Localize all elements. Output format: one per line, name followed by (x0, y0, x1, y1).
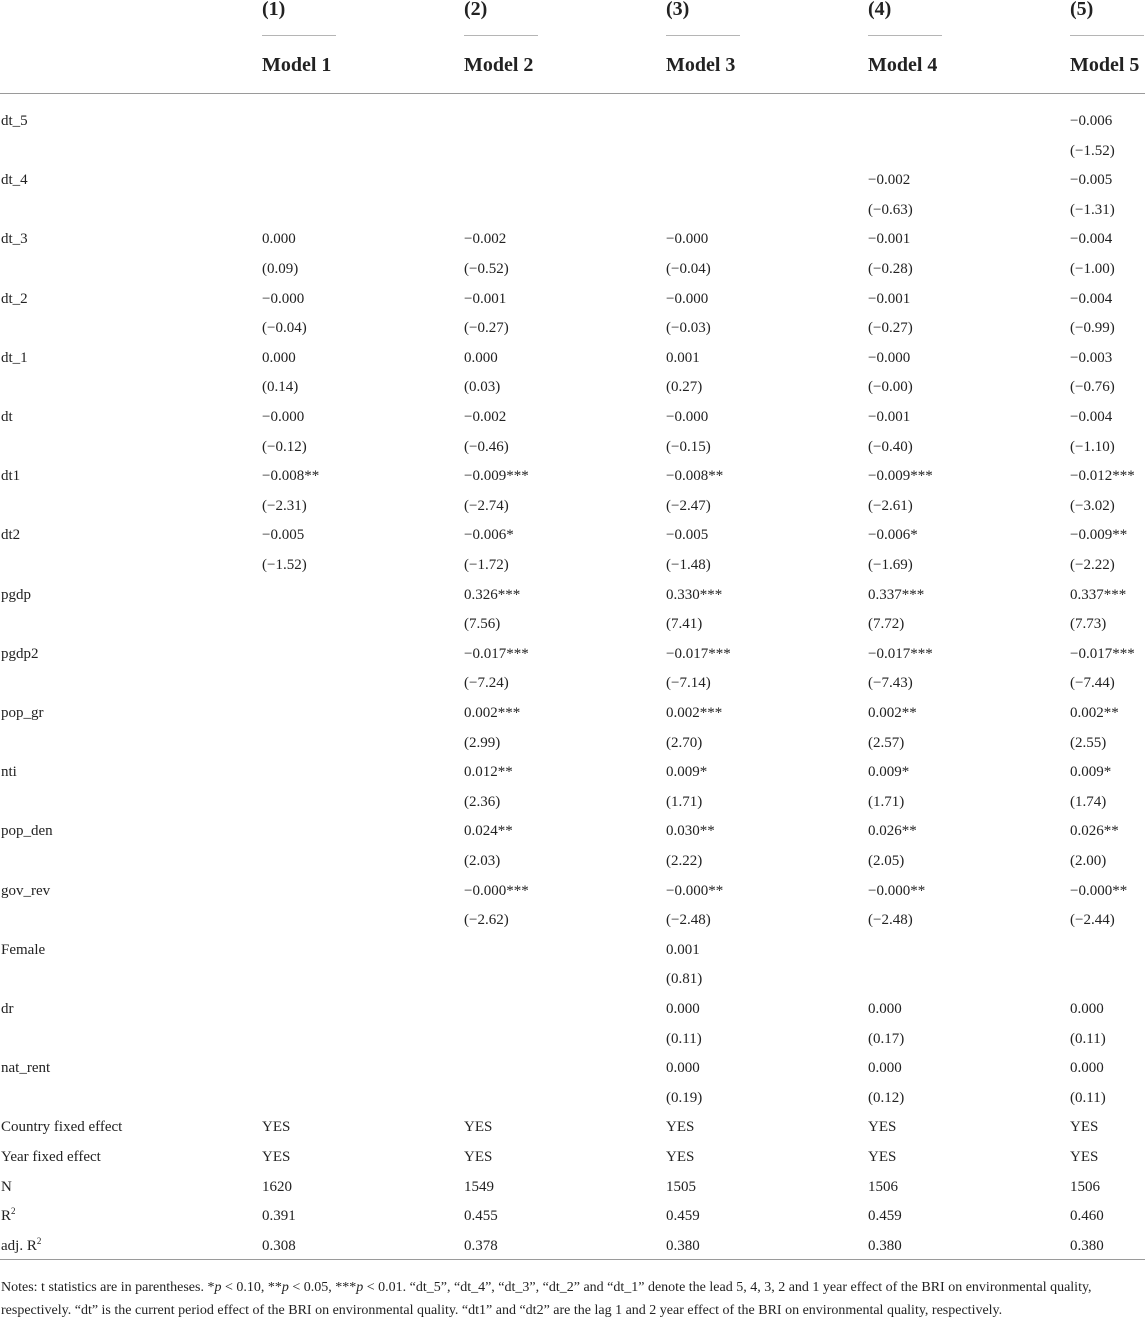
table-cell: −0.000 (868, 350, 911, 366)
header-divider (868, 35, 942, 36)
table-row (0, 372, 1145, 402)
table-cell: −0.000*** (464, 883, 529, 899)
table-row (0, 1024, 1145, 1054)
header-divider (666, 35, 740, 36)
table-cell: −0.001 (868, 291, 911, 307)
table-cell: 0.308 (262, 1238, 296, 1254)
table-cell: YES (262, 1119, 291, 1135)
table-cell: 0.459 (868, 1208, 902, 1224)
table-cell: 0.026** (1070, 823, 1119, 839)
table-cell: (−0.12) (262, 439, 307, 455)
table-cell: 0.009* (1070, 764, 1112, 780)
row-label: dr (1, 1001, 14, 1017)
table-cell: 0.000 (868, 1060, 902, 1076)
table-cell: (2.00) (1070, 853, 1107, 869)
table-cell: 1505 (666, 1179, 696, 1195)
header-divider (262, 35, 336, 36)
table-cell: (0.19) (666, 1090, 703, 1106)
table-cell: (−0.04) (666, 261, 711, 277)
table-cell: 0.000 (464, 350, 498, 366)
column-model-title: Model 1 (262, 54, 332, 76)
table-cell: (−1.48) (666, 557, 711, 573)
column-model-title: Model 5 (1070, 54, 1140, 76)
table-row (0, 520, 1145, 550)
table-row (0, 816, 1145, 846)
table-cell: (0.11) (1070, 1090, 1106, 1106)
table-cell: 0.000 (1070, 1060, 1104, 1076)
table-cell: (0.27) (666, 379, 703, 395)
table-cell: (−1.31) (1070, 202, 1115, 218)
table-cell: 1549 (464, 1179, 494, 1195)
table-row (0, 136, 1145, 166)
column-model-title: Model 4 (868, 54, 938, 76)
table-bottom-rule (0, 1259, 1145, 1260)
table-cell: (−0.52) (464, 261, 509, 277)
table-cell: (2.57) (868, 735, 905, 751)
table-cell: (7.73) (1070, 616, 1107, 632)
table-row (0, 668, 1145, 698)
table-cell: −0.000** (868, 883, 926, 899)
table-cell: YES (868, 1119, 897, 1135)
table-cell: −0.009** (1070, 527, 1128, 543)
table-cell: (−7.14) (666, 675, 711, 691)
row-label: adj. $R^2$ (1, 1236, 42, 1254)
row-label: pgdp (1, 587, 31, 603)
table-cell: 0.026** (868, 823, 917, 839)
table-row (0, 1083, 1145, 1113)
table-cell: (2.05) (868, 853, 905, 869)
table-row (0, 639, 1145, 669)
table-cell: (0.14) (262, 379, 299, 395)
table-row (0, 609, 1145, 639)
table-notes: Notes: t statistics are in parentheses. *p < 0.10, **p < 0.05, ***p < 0.01. “dt_5”, “dt_4”, “dt_3”, “dt_2” and “dt_1” denote the lead 5, 4, 3, 2 and 1 year effect of the BRI on environmental quality, respectively. “dt” is the current period effect of the BRI on environmental quality. “dt1” and “dt2” are the lag 1 and 2 year effect of the BRI on environmental quality, respectively. (1, 1280, 1092, 1318)
table-row (0, 698, 1145, 728)
column-number: (4) (868, 0, 892, 20)
table-cell: 0.391 (262, 1208, 296, 1224)
table-cell: −0.017*** (868, 646, 933, 662)
table-cell: −0.000 (262, 409, 305, 425)
table-cell: (0.17) (868, 1031, 905, 1047)
table-cell: 0.002*** (666, 705, 723, 721)
row-label: pop_gr (1, 705, 44, 721)
table-cell: 0.009* (868, 764, 910, 780)
row-label: dt_1 (1, 350, 28, 366)
table-cell: (2.99) (464, 735, 501, 751)
table-cell: 0.380 (868, 1238, 902, 1254)
table-cell: (−1.00) (1070, 261, 1115, 277)
row-label: dt_3 (1, 231, 28, 247)
table-cell: 0.380 (666, 1238, 700, 1254)
table-row (0, 165, 1145, 195)
table-row (0, 964, 1145, 994)
table-cell: 0.002** (1070, 705, 1119, 721)
row-label: dt_4 (1, 172, 28, 188)
row-label: nti (1, 764, 17, 780)
table-row (0, 994, 1145, 1024)
column-number: (2) (464, 0, 488, 20)
table-cell: (−2.48) (666, 912, 711, 928)
table-row (0, 254, 1145, 284)
table-row (0, 905, 1145, 935)
table-cell: (2.55) (1070, 735, 1107, 751)
table-cell: (−0.00) (868, 379, 913, 395)
row-label: dt (1, 409, 13, 425)
table-row (0, 491, 1145, 521)
table-row (0, 284, 1145, 314)
row-label: gov_rev (1, 883, 51, 899)
row-label: nat_rent (1, 1060, 51, 1076)
table-cell: −0.005 (262, 527, 305, 543)
table-cell: (−0.63) (868, 202, 913, 218)
table-cell: (−1.52) (262, 557, 307, 573)
table-row (0, 580, 1145, 610)
table-cell: 0.000 (666, 1060, 700, 1076)
table-row (0, 343, 1145, 373)
table-cell: (−3.02) (1070, 498, 1115, 514)
table-cell: 0.460 (1070, 1208, 1104, 1224)
table-cell: (−2.48) (868, 912, 913, 928)
table-cell: YES (666, 1119, 695, 1135)
table-top-rule (0, 93, 1145, 94)
table-cell: (−0.27) (464, 320, 509, 336)
table-cell: 0.455 (464, 1208, 498, 1224)
table-cell: (1.71) (666, 794, 703, 810)
table-cell: YES (464, 1119, 493, 1135)
table-cell: 0.000 (262, 350, 296, 366)
table-row (0, 432, 1145, 462)
column-model-title: Model 2 (464, 54, 534, 76)
table-cell: −0.004 (1070, 409, 1113, 425)
table-row (0, 461, 1145, 491)
table-row (0, 402, 1145, 432)
table-row (0, 846, 1145, 876)
table-cell: YES (1070, 1149, 1099, 1165)
table-cell: (0.12) (868, 1090, 905, 1106)
table-row (0, 1112, 1145, 1142)
table-cell: (−2.47) (666, 498, 711, 514)
table-cell: 1506 (868, 1179, 898, 1195)
table-row (0, 1231, 1145, 1261)
row-label: Country fixed effect (1, 1119, 123, 1135)
table-cell: (−2.44) (1070, 912, 1115, 928)
table-cell: (−7.43) (868, 675, 913, 691)
table-row (0, 313, 1145, 343)
table-row (0, 935, 1145, 965)
table-cell: −0.009*** (464, 468, 529, 484)
table-cell: −0.008** (666, 468, 724, 484)
table-cell: −0.000 (666, 291, 709, 307)
row-label: pgdp2 (1, 646, 39, 662)
table-cell: YES (1070, 1119, 1099, 1135)
table-cell: (−1.10) (1070, 439, 1115, 455)
table-cell: 0.000 (262, 231, 296, 247)
table-cell: (2.36) (464, 794, 501, 810)
table-cell: 1506 (1070, 1179, 1100, 1195)
table-cell: (−0.76) (1070, 379, 1115, 395)
table-cell: (0.03) (464, 379, 501, 395)
table-cell: −0.000 (666, 409, 709, 425)
table-cell: (0.11) (666, 1031, 702, 1047)
table-cell: −0.006* (464, 527, 514, 543)
table-cell: (7.56) (464, 616, 501, 632)
table-cell: (−0.15) (666, 439, 711, 455)
table-cell: 0.000 (666, 1001, 700, 1017)
table-cell: YES (666, 1149, 695, 1165)
table-cell: −0.001 (868, 231, 911, 247)
table-cell: −0.002 (464, 409, 507, 425)
table-cell: −0.002 (464, 231, 507, 247)
table-cell: −0.000** (666, 883, 724, 899)
table-cell: 0.030** (666, 823, 715, 839)
table-cell: (−1.52) (1070, 143, 1115, 159)
table-cell: 0.024** (464, 823, 513, 839)
header-divider (1070, 35, 1144, 36)
table-cell: (−2.62) (464, 912, 509, 928)
table-cell: YES (262, 1149, 291, 1165)
table-cell: (−0.40) (868, 439, 913, 455)
table-cell: (−0.04) (262, 320, 307, 336)
table-cell: −0.005 (1070, 172, 1113, 188)
table-cell: −0.000** (1070, 883, 1128, 899)
table-cell: (−0.28) (868, 261, 913, 277)
table-cell: 0.378 (464, 1238, 498, 1254)
table-cell: −0.006 (1070, 113, 1113, 129)
table-row (0, 550, 1145, 580)
table-cell: −0.001 (464, 291, 507, 307)
table-cell: −0.004 (1070, 231, 1113, 247)
row-label: Female (1, 942, 46, 958)
table-row (0, 224, 1145, 254)
table-cell: 0.000 (868, 1001, 902, 1017)
table-cell: (0.11) (1070, 1031, 1106, 1047)
table-cell: (1.71) (868, 794, 905, 810)
table-cell: −0.004 (1070, 291, 1113, 307)
table-cell: (0.81) (666, 971, 703, 987)
table-cell: 0.337*** (868, 587, 925, 603)
table-cell: (−1.72) (464, 557, 509, 573)
table-cell: (−2.74) (464, 498, 509, 514)
table-cell: −0.003 (1070, 350, 1113, 366)
column-model-title: Model 3 (666, 54, 736, 76)
table-cell: −0.012*** (1070, 468, 1135, 484)
column-number: (1) (262, 0, 286, 20)
table-cell: 0.002*** (464, 705, 521, 721)
row-label: N (1, 1179, 12, 1195)
table-cell: −0.000 (262, 291, 305, 307)
table-cell: 1620 (262, 1179, 292, 1195)
table-row (0, 106, 1145, 136)
table-row (0, 1201, 1145, 1231)
table-row (0, 195, 1145, 225)
table-cell: −0.017*** (666, 646, 731, 662)
table-cell: 0.001 (666, 942, 700, 958)
table-cell: (0.09) (262, 261, 299, 277)
table-cell: 0.009* (666, 764, 708, 780)
table-cell: −0.017*** (464, 646, 529, 662)
table-cell: (−2.61) (868, 498, 913, 514)
table-cell: (−7.44) (1070, 675, 1115, 691)
table-cell: (−0.99) (1070, 320, 1115, 336)
table-cell: 0.000 (1070, 1001, 1104, 1017)
table-cell: −0.006* (868, 527, 918, 543)
row-label: dt2 (1, 527, 21, 543)
table-cell: (−0.03) (666, 320, 711, 336)
table-cell: (−2.31) (262, 498, 307, 514)
table-cell: 0.337*** (1070, 587, 1127, 603)
table-cell: 0.326*** (464, 587, 521, 603)
table-cell: (−1.69) (868, 557, 913, 573)
table-row (0, 787, 1145, 817)
table-cell: (7.41) (666, 616, 703, 632)
table-cell: (2.22) (666, 853, 703, 869)
table-cell: −0.001 (868, 409, 911, 425)
table-row (0, 1172, 1145, 1202)
table-cell: YES (868, 1149, 897, 1165)
row-label: pop_den (1, 823, 53, 839)
header-divider (464, 35, 538, 36)
column-number: (3) (666, 0, 690, 20)
table-cell: (2.03) (464, 853, 501, 869)
table-row (0, 1142, 1145, 1172)
table-cell: −0.009*** (868, 468, 933, 484)
table-cell: (−0.27) (868, 320, 913, 336)
table-cell: 0.459 (666, 1208, 700, 1224)
table-cell: (1.74) (1070, 794, 1107, 810)
row-label: $R^2$ (1, 1206, 16, 1224)
row-label: Year fixed effect (1, 1149, 101, 1165)
column-number: (5) (1070, 0, 1094, 20)
table-cell: (−0.46) (464, 439, 509, 455)
table-row (0, 876, 1145, 906)
table-cell: (−2.22) (1070, 557, 1115, 573)
table-cell: −0.005 (666, 527, 709, 543)
table-cell: 0.001 (666, 350, 700, 366)
table-cell: (−7.24) (464, 675, 509, 691)
table-cell: 0.012** (464, 764, 513, 780)
row-label: dt_5 (1, 113, 28, 129)
table-row (0, 728, 1145, 758)
row-label: dt_2 (1, 291, 28, 307)
table-cell: 0.380 (1070, 1238, 1104, 1254)
table-cell: −0.008** (262, 468, 320, 484)
table-cell: −0.002 (868, 172, 911, 188)
table-cell: −0.017*** (1070, 646, 1135, 662)
table-row (0, 1053, 1145, 1083)
table-cell: 0.002** (868, 705, 917, 721)
table-cell: (2.70) (666, 735, 703, 751)
table-cell: (7.72) (868, 616, 905, 632)
table-cell: YES (464, 1149, 493, 1165)
table-cell: 0.330*** (666, 587, 723, 603)
row-label: dt1 (1, 468, 21, 484)
table-cell: −0.000 (666, 231, 709, 247)
table-row (0, 757, 1145, 787)
